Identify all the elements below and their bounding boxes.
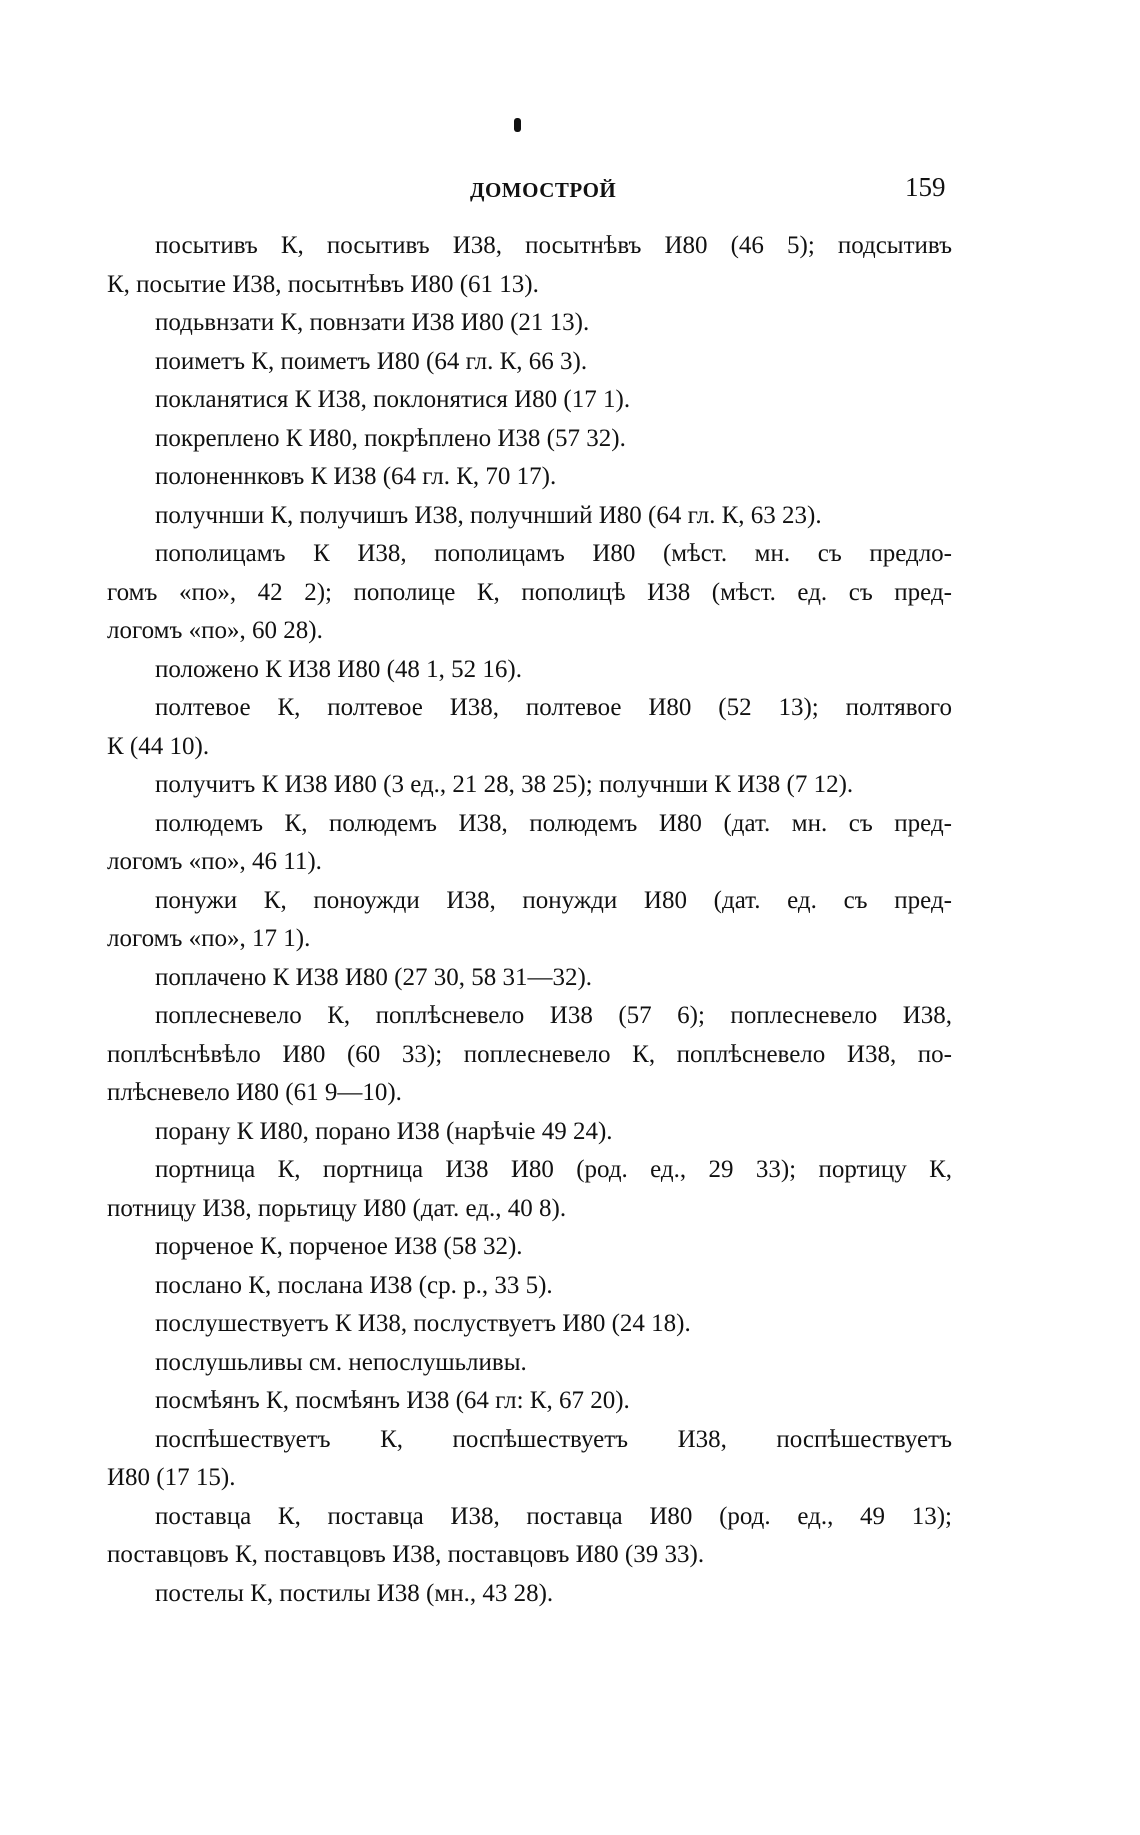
entry-line: К (44 10). bbox=[107, 732, 210, 760]
entry-line: послушествуетъ К И38, послуствуетъ И80 (24 18). bbox=[155, 1310, 691, 1337]
entry-line: поплесневело К, поплѣсневело И38 (57 6); поплесневело И38, bbox=[155, 1002, 952, 1029]
entry-line: посмѣянъ К, посмѣянъ И38 (64 гл: К, 67 20). bbox=[155, 1387, 630, 1414]
entry-line: И80 (17 15). bbox=[107, 1464, 236, 1491]
entry-line: понужи К, поноужди И38, понужди И80 (дат. ед. съ пред- bbox=[155, 886, 952, 914]
entry-line: полоненнковъ К И38 (64 гл. К, 70 17). bbox=[155, 463, 557, 490]
entry-line: получнши К, получишъ И38, получнший И80 (64 гл. К, 63 23). bbox=[155, 501, 822, 529]
entry-line: поиметъ К, поиметъ И80 (64 гл. К, 66 3). bbox=[155, 347, 588, 375]
entry-line: поспѣшествуетъ К, поспѣшествуетъ И38, поспѣшествуетъ bbox=[155, 1425, 952, 1453]
entry-line: послано К, послана И38 (ср. р., 33 5). bbox=[155, 1271, 553, 1299]
running-title: ДОМОСТРОЙ bbox=[470, 178, 617, 202]
entry-line: полюдемъ К, полюдемъ И38, полюдемъ И80 (дат. мн. съ пред- bbox=[155, 809, 952, 837]
entry-line: логомъ «по», 17 1). bbox=[107, 925, 311, 952]
entry-line: потницу И38, порьтицу И80 (дат. ед., 40 8). bbox=[107, 1194, 567, 1222]
entry-line: положено К И38 И80 (48 1, 52 16). bbox=[155, 655, 523, 683]
entry-line: покреплено К И80, покрѣплено И38 (57 32). bbox=[155, 424, 626, 452]
entry-line: подьвнзати К, повнзати И38 И80 (21 13). bbox=[155, 309, 590, 336]
entry-line: посытивъ К, посытивъ И38, посытнѣвъ И80 (46 5); подсытивъ bbox=[155, 232, 952, 259]
entry-line: порченое К, порченое И38 (58 32). bbox=[155, 1233, 523, 1260]
entry-line: портница К, портница И38 И80 (род. ед., 29 33); портицу К, bbox=[155, 1156, 952, 1183]
entry-line: постелы К, постилы И38 (мн., 43 28). bbox=[155, 1579, 554, 1607]
entry-line: поставцовъ К, поставцовъ И38, поставцовъ И80 (39 33). bbox=[107, 1541, 705, 1568]
entry-line: логомъ «по», 46 11). bbox=[107, 848, 322, 875]
entry-line: логомъ «по», 60 28). bbox=[107, 617, 323, 644]
glossary-entries bbox=[107, 227, 952, 1613]
entry-line: К, посытие И38, посытнѣвъ И80 (61 13). bbox=[107, 270, 539, 298]
entry-line: плѣсневело И80 (61 9—10). bbox=[107, 1079, 402, 1106]
entry-line: гомъ «по», 42 2); пополице К, пополицѣ И38 (мѣст. ед. съ пред- bbox=[107, 578, 952, 606]
entry-line: пополицамъ К И38, пополицамъ И80 (мѣст. мн. съ предло- bbox=[155, 540, 952, 567]
entry-line: полтевое К, полтевое И38, полтевое И80 (52 13); полтявого bbox=[155, 694, 952, 721]
entry-line: поплачено К И38 И80 (27 30, 58 31—32). bbox=[155, 963, 593, 991]
entry-line: получитъ К И38 И80 (3 ед., 21 28, 38 25); получнши К И38 (7 12). bbox=[155, 771, 854, 798]
print-speck bbox=[514, 118, 521, 132]
entry-line: поплѣснѣвѣло И80 (60 33); поплесневело К, поплѣсневело И38, по- bbox=[107, 1040, 952, 1068]
page-number: 159 bbox=[905, 172, 946, 202]
entry-line: порану К И80, порано И38 (нарѣчіе 49 24). bbox=[155, 1117, 613, 1145]
entry-line: поставца К, поставца И38, поставца И80 (род. ед., 49 13); bbox=[155, 1502, 952, 1530]
entry-line: покланятися К И38, поклонятися И80 (17 1). bbox=[155, 386, 631, 413]
entry-line: послушьливы см. непослушьливы. bbox=[155, 1348, 527, 1376]
